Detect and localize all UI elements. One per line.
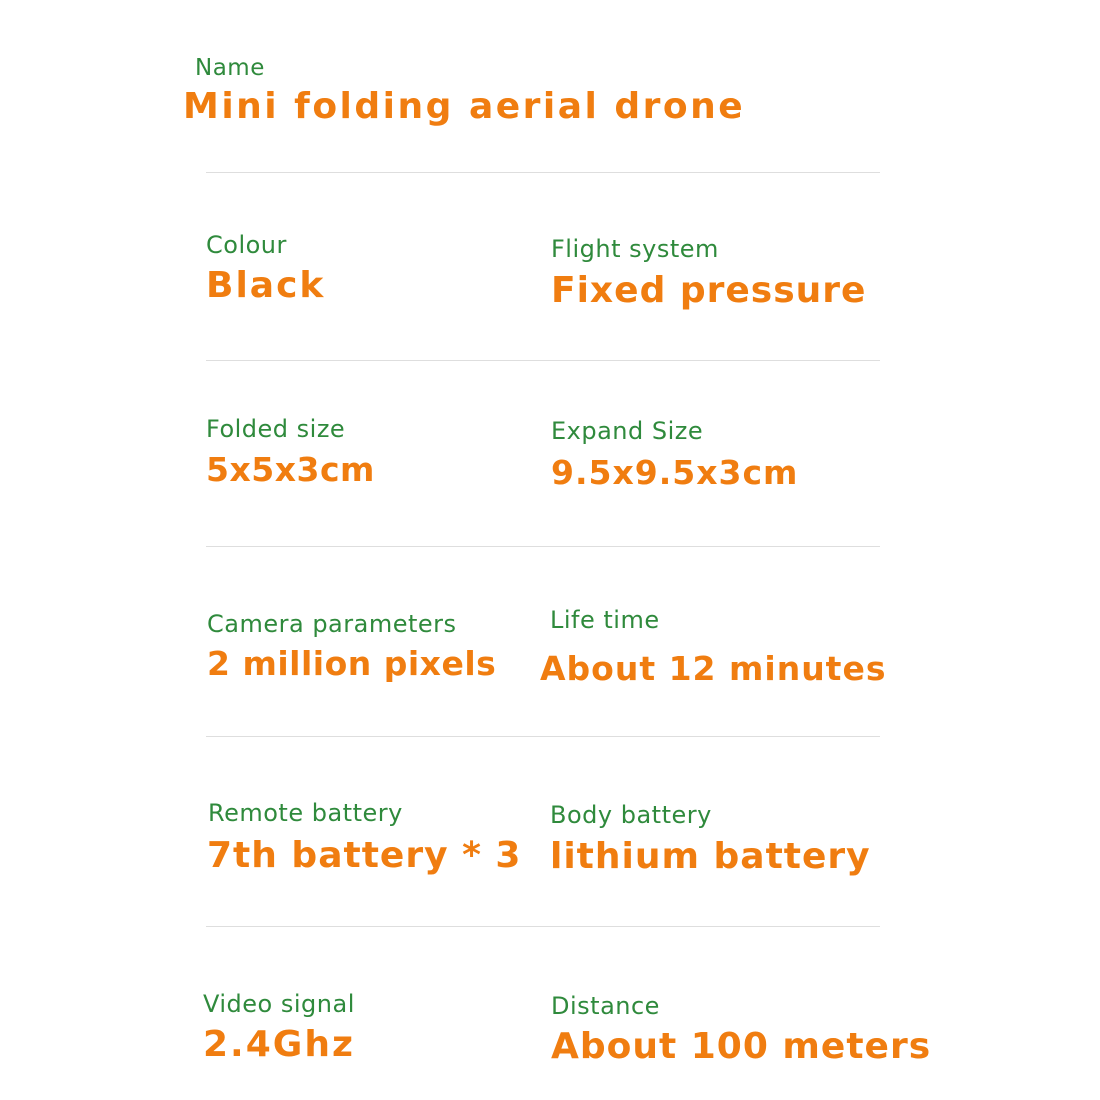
life-time-label: Life time xyxy=(550,606,660,634)
camera-parameters-value: 2 million pixels xyxy=(207,644,497,683)
flight-system-value: Fixed pressure xyxy=(551,270,867,311)
folded-size-label: Folded size xyxy=(206,415,346,443)
expand-size-label: Expand Size xyxy=(551,417,704,445)
divider xyxy=(206,546,880,547)
expand-size-value: 9.5x9.5x3cm xyxy=(551,453,799,492)
flight-system-label: Flight system xyxy=(551,235,719,263)
colour-value: Black xyxy=(206,265,326,306)
divider xyxy=(206,736,880,737)
camera-parameters-label: Camera parameters xyxy=(207,610,457,638)
divider xyxy=(206,926,880,927)
remote-battery-value: 7th battery * 3 xyxy=(207,835,522,876)
video-signal-label: Video signal xyxy=(203,990,355,1018)
distance-value: About 100 meters xyxy=(551,1026,932,1067)
divider xyxy=(206,360,880,361)
remote-battery-label: Remote battery xyxy=(208,799,403,827)
life-time-value: About 12 minutes xyxy=(540,649,887,688)
body-battery-value: lithium battery xyxy=(550,836,871,877)
folded-size-value: 5x5x3cm xyxy=(206,450,375,489)
name-label: Name xyxy=(195,55,265,81)
distance-label: Distance xyxy=(551,992,660,1020)
divider xyxy=(206,172,880,173)
video-signal-value: 2.4Ghz xyxy=(203,1024,355,1065)
body-battery-label: Body battery xyxy=(550,801,712,829)
product-name: Mini folding aerial drone xyxy=(183,86,746,127)
colour-label: Colour xyxy=(206,231,287,259)
